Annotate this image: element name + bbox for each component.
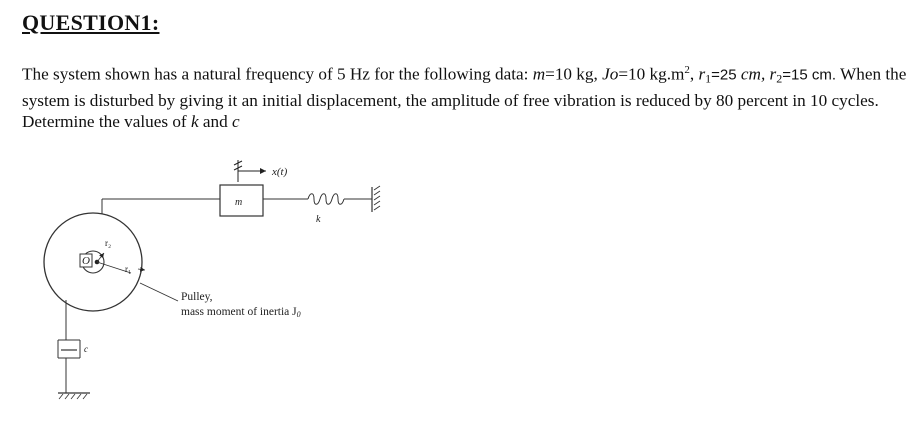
val-m: =10 kg, — [545, 64, 603, 84]
val-r1: =25 — [711, 66, 737, 84]
pulley-label: Pulley, — [181, 291, 213, 303]
r2-label: r₂ — [105, 238, 112, 248]
unit-cm: cm, — [740, 64, 770, 84]
var-jo: Jo — [602, 64, 619, 84]
pivot-label: O — [82, 255, 90, 267]
spring-label: k — [316, 214, 321, 225]
var-m: m — [532, 64, 546, 84]
var-k: k — [190, 111, 199, 131]
var-r2: r — [769, 64, 777, 84]
spring — [263, 186, 380, 212]
var-c: c — [232, 111, 240, 131]
val-r2: =15 cm. — [782, 66, 837, 84]
damper-label: c — [84, 344, 88, 354]
displacement-arrow — [234, 160, 288, 182]
mass-label: m — [235, 197, 243, 208]
pulley-leader — [140, 283, 178, 301]
xt-label: x(t) — [272, 166, 288, 178]
question-title: QUESTION1: — [22, 10, 160, 35]
exp-jo: 2 — [684, 64, 690, 76]
question-text: The system shown has a natural frequency of 5 Hz for the following data: m=10 kg, Jo=10 $kg.m^2$, $r_1=25$ cm, $r_2=15$ cm. When the system is disturbed by giving it an initial displacement, the amplitude of free vibration is reduced by 80 percent in 10 cycles. Determine the values of k and c — [22, 64, 907, 131]
text-line1: The system shown has a natural frequency of 5 Hz for the following data: — [22, 64, 533, 84]
var-r1: r — [698, 64, 706, 84]
sub-r2: 2 — [776, 71, 783, 86]
text-rest: When the system is disturbed by giving it an initial displacement, the amplitude of free vibration is reduced by 80 percent in 10 cycles. Determine the values of — [22, 64, 907, 131]
sub-r1: 1 — [705, 71, 712, 86]
pulley-description: mass moment of inertia J0 — [181, 306, 301, 319]
r1-label: r₁ — [125, 264, 132, 274]
val-jo: =10 kg.m — [618, 64, 685, 84]
